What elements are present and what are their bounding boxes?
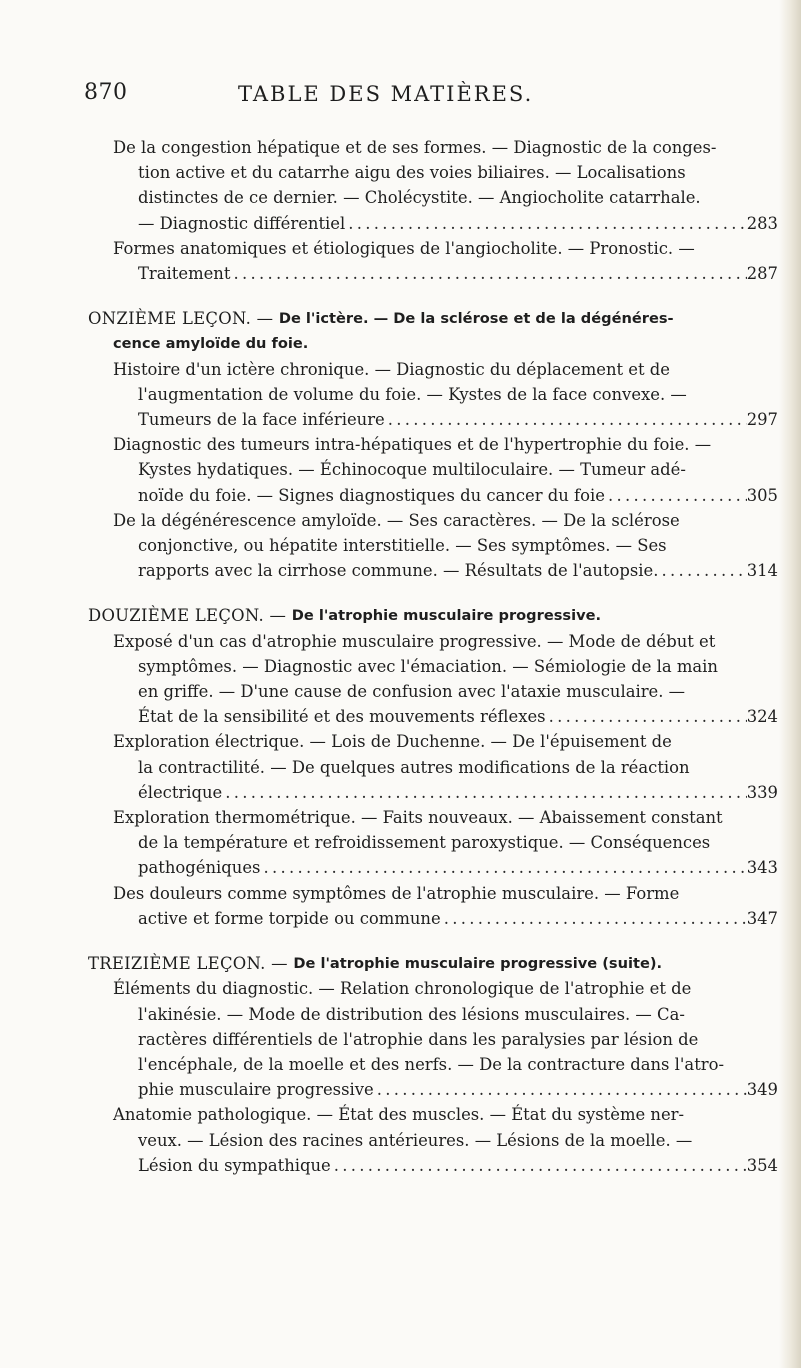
toc-entry-line: noïde du foie. — Signes diagnostiques du cancer du foie ..... 305 [88,483,778,508]
toc-line: Éléments du diagnostic. — Relation chronologique de l'atrophie et de [113,979,692,999]
toc-line: l'encéphale, de la moelle et des nerfs. — De la contracture dans l'atro- [138,1054,725,1074]
toc-entry-line: Lésion du sympathique ..... 354 [88,1153,778,1178]
leader-dots [260,855,746,880]
page-number: 870 [84,80,128,105]
toc-line: Anatomie pathologique. — État des muscles. — État du système ner- [113,1105,685,1125]
intro-entries [88,135,778,286]
table-of-contents [88,135,778,1178]
lesson-twelve [88,603,778,931]
toc-line: de la température et refroidissement paroxystique. — Conséquences [138,833,711,853]
intro-line: tion active et du catarrhe aigu des voies biliaires. — Localisations [138,163,686,183]
lesson-title: De l'ictère. — De la sclérose et de la dégénéres- [278,310,674,328]
lesson-heading: TREIZIÈME LEÇON. — De l'atrophie musculaire progressive (suite). [88,951,778,976]
toc-line: conjonctive, ou hépatite interstitielle. — Ses symptômes. — Ses [138,536,667,556]
lesson-heading: ONZIÈME LEÇON. — De l'ictère. — De la sclérose et de la dégénéres- [88,306,778,331]
leader-dots [331,1153,747,1178]
toc-line: Exploration thermométrique. — Faits nouveaux. — Abaissement constant [113,808,723,828]
toc-entry-line: — Diagnostic différentiel ..... 283 [88,211,778,236]
intro-line: distinctes de ce dernier. — Cholécystite. — Angiocholite catarrhale. [138,188,701,208]
page-ref: 347 [746,908,778,928]
toc-entry-line: rapports avec la cirrhose commune. — Résultats de l'autopsie. ..... 314 [88,558,778,583]
leader-dots [441,906,747,931]
page-ref: 354 [746,1155,778,1175]
lesson-label: DOUZIÈME LEÇON. [88,606,265,626]
leader-dots [374,1077,747,1102]
page-ref: 297 [746,410,778,430]
page-ref: 343 [746,858,778,878]
toc-entry-line: électrique ..... 339 [88,780,778,805]
toc-entry-line: phie musculaire progressive ..... 349 [88,1077,778,1102]
leader-dots [605,483,747,508]
lesson-label: ONZIÈME LEÇON. [88,309,252,329]
page-ref: 314 [746,561,778,581]
toc-line: l'akinésie. — Mode de distribution des lésions musculaires. — Ca- [138,1004,685,1024]
lesson-label: TREIZIÈME LEÇON. [88,954,266,974]
intro-line: De la congestion hépatique et de ses formes. — Diagnostic de la conges- [113,138,717,157]
leader-dots [230,261,746,286]
page-ref: 283 [746,213,778,233]
intro-line: Formes anatomiques et étiologiques de l'angiocholite. — Pronostic. — [113,238,695,258]
toc-entry-line: active et forme torpide ou commune ..... 347 [88,906,778,931]
lesson-title: De l'atrophie musculaire progressive. [291,607,602,625]
running-title: TABLE DES MATIÈRES. [238,82,534,106]
page-ref: 287 [746,264,778,284]
page-ref: 339 [746,782,778,802]
toc-line: Exploration électrique. — Lois de Duchenne. — De l'épuisement de [113,732,672,752]
lesson-heading: DOUZIÈME LEÇON. — De l'atrophie musculaire progressive. [88,603,778,628]
toc-entry-line: pathogéniques ..... 343 [88,855,778,880]
toc-line: l'augmentation de volume du foie. — Kystes de la face convexe. — [138,384,687,404]
page-ref: 305 [746,485,778,505]
leader-dots [222,780,746,805]
toc-entry-line: Tumeurs de la face inférieure ..... 297 [88,407,778,432]
toc-line: Exposé d'un cas d'atrophie musculaire progressive. — Mode de début et [113,631,716,651]
toc-line: la contractilité. — De quelques autres modifications de la réaction [138,757,690,777]
leader-dots [345,211,746,236]
toc-line: symptômes. — Diagnostic avec l'émaciation. — Sémiologie de la main [138,656,718,676]
lesson-title: De l'atrophie musculaire progressive (suite). [293,955,663,973]
toc-entry-line: Traitement ..... 287 [88,261,778,286]
page-ref: 324 [746,707,778,727]
toc-line: De la dégénérescence amyloïde. — Ses caractères. — De la sclérose [113,510,680,530]
toc-line: Des douleurs comme symptômes de l'atrophie musculaire. — Forme [113,883,680,903]
leader-dots [385,407,747,432]
page-ref: 349 [746,1080,778,1100]
leader-dots [658,558,746,583]
toc-line: en griffe. — D'une cause de confusion avec l'ataxie musculaire. — [138,682,686,702]
page-edge-shadow [779,0,801,1368]
toc-line: veux. — Lésion des racines antérieures. — Lésions de la moelle. — [138,1130,693,1150]
toc-line: Kystes hydatiques. — Échinocoque multiloculaire. — Tumeur adé- [138,460,686,480]
lesson-thirteen [88,951,778,1178]
toc-entry-line: État de la sensibilité et des mouvements réflexes ..... 324 [88,704,778,729]
toc-line: Histoire d'un ictère chronique. — Diagnostic du déplacement et de [113,359,670,379]
toc-line: ractères différentiels de l'atrophie dans les paralysies par lésion de [138,1029,699,1049]
leader-dots [546,704,747,729]
lesson-eleven [88,306,778,583]
running-header [0,76,801,116]
toc-line: Diagnostic des tumeurs intra-hépatiques et de l'hypertrophie du foie. — [113,435,712,455]
lesson-heading-cont: cence amyloïde du foie. [113,335,309,353]
